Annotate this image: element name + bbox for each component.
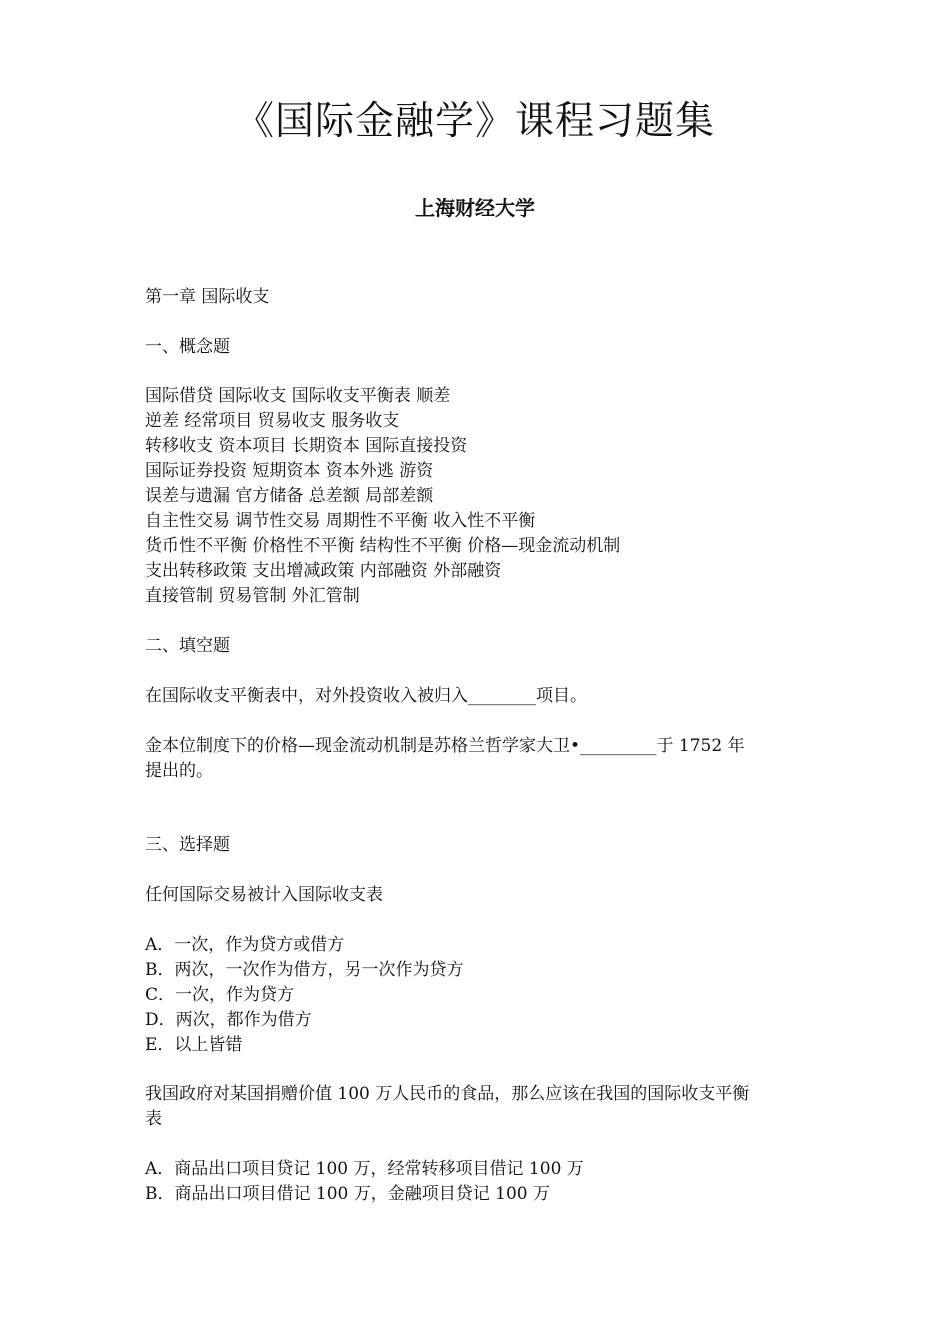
- choice-question-2-stem-line-2: 表: [145, 1109, 162, 1129]
- section-heading-choice: 三、选择题: [145, 835, 230, 855]
- term-line: 货币性不平衡 价格性不平衡 结构性不平衡 价格—现金流动机制: [145, 536, 621, 556]
- choice-option: E．以上皆错: [145, 1035, 243, 1055]
- fill-question-2-line-2: 提出的。: [145, 761, 213, 781]
- choice-question-1-stem: 任何国际交易被计入国际收支表: [145, 885, 383, 905]
- fill-question-2-line-1: 金本位制度下的价格—现金流动机制是苏格兰哲学家大卫•_________于 1752 年: [145, 736, 745, 756]
- term-line: 直接管制 贸易管制 外汇管制: [145, 586, 360, 606]
- term-line: 支出转移政策 支出增减政策 内部融资 外部融资: [145, 561, 502, 581]
- fill-question-1: 在国际收支平衡表中，对外投资收入被归入________项目。: [145, 686, 587, 706]
- choice-option: B．商品出口项目借记 100 万，金融项目贷记 100 万: [145, 1184, 551, 1204]
- choice-question-2-stem-line-1: 我国政府对某国捐赠价值 100 万人民币的食品，那么应该在我国的国际收支平衡: [145, 1084, 750, 1104]
- term-line: 国际证券投资 短期资本 资本外逃 游资: [145, 461, 434, 481]
- term-line: 自主性交易 调节性交易 周期性不平衡 收入性不平衡: [145, 511, 536, 531]
- choice-option: C．一次，作为贷方: [145, 985, 295, 1005]
- choice-option: B．两次，一次作为借方，另一次作为贷方: [145, 960, 464, 980]
- chapter-heading: 第一章 国际收支: [145, 287, 270, 307]
- document-title: 《国际金融学》课程习题集: [234, 99, 715, 144]
- term-line: 国际借贷 国际收支 国际收支平衡表 顺差: [145, 386, 451, 406]
- term-line: 逆差 经常项目 贸易收支 服务收支: [145, 411, 400, 431]
- choice-option: A．一次，作为贷方或借方: [145, 935, 345, 955]
- section-heading-concepts: 一、概念题: [145, 337, 230, 357]
- choice-option: A．商品出口项目贷记 100 万，经常转移项目借记 100 万: [145, 1159, 584, 1179]
- term-line: 误差与遗漏 官方储备 总差额 局部差额: [145, 486, 434, 506]
- choice-option: D．两次，都作为借方: [145, 1010, 312, 1030]
- section-heading-fill-blank: 二、填空题: [145, 636, 230, 656]
- document-subtitle: 上海财经大学: [415, 196, 535, 220]
- term-line: 转移收支 资本项目 长期资本 国际直接投资: [145, 436, 468, 456]
